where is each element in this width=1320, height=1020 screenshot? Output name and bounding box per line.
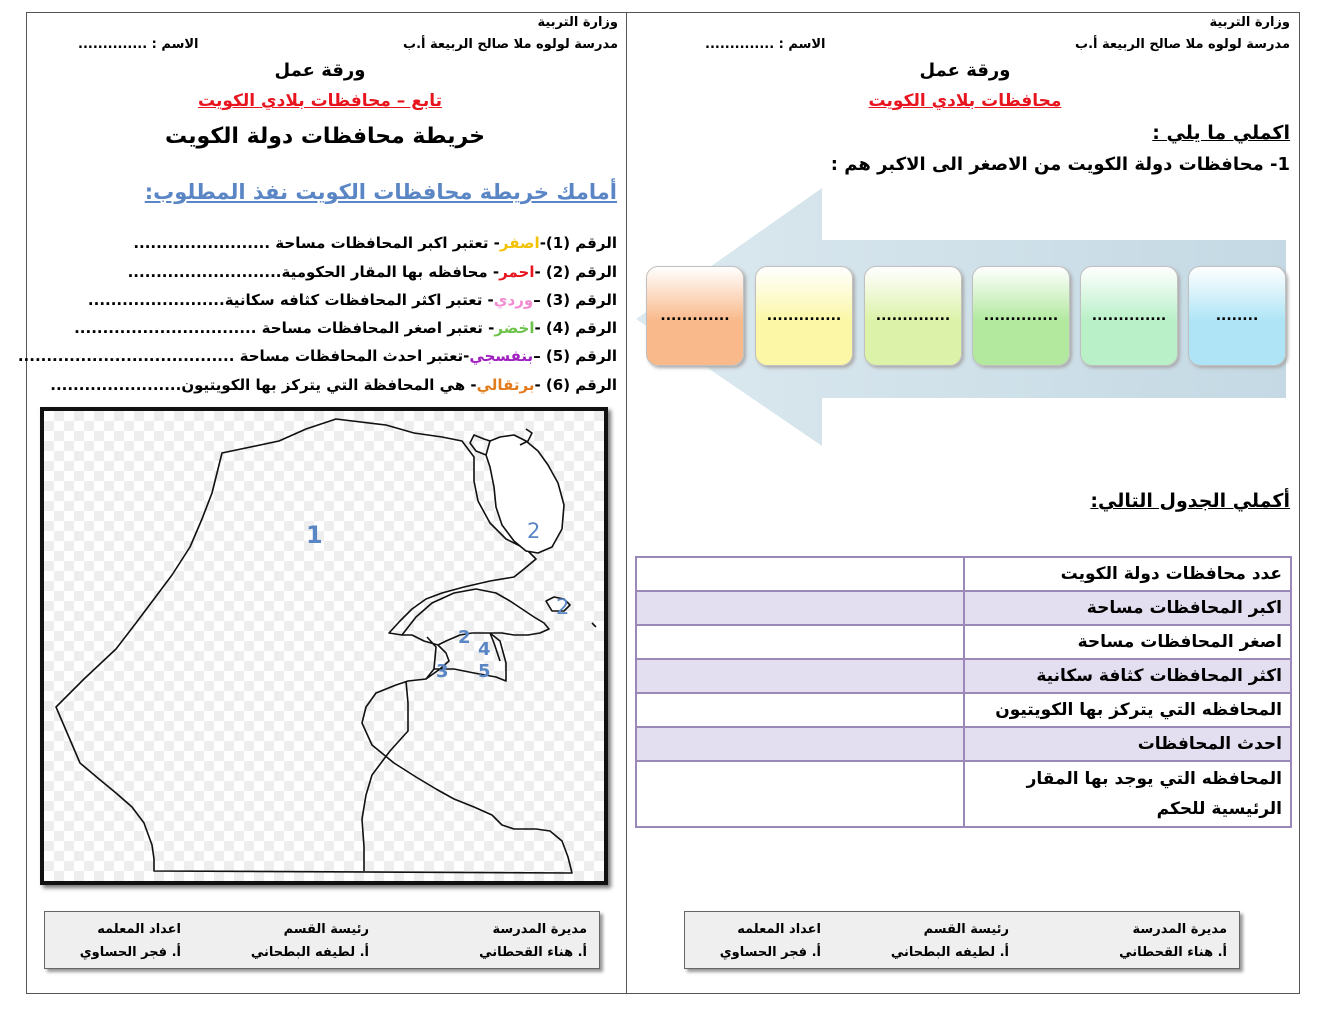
answer-cell[interactable] <box>636 659 964 693</box>
map-label-1: 1 <box>306 521 323 549</box>
info-table <box>635 556 1292 828</box>
left-name-label: الاسم : .............. <box>78 37 199 52</box>
instruction-line-1 <box>133 234 617 252</box>
map-label-2-capital: 2 <box>458 627 471 648</box>
answer-blank[interactable]: ................................ <box>74 319 257 337</box>
order-box-2[interactable]: .............. <box>1080 266 1178 366</box>
answer-blank[interactable]: ........................ <box>133 234 271 252</box>
teacher-block <box>720 918 821 964</box>
question-cell: اكبر المحافظات مساحة <box>964 591 1291 625</box>
line-prefix: الرقم (5) – <box>533 347 617 365</box>
map-label-2-failaka: 2 <box>556 595 570 619</box>
answer-cell[interactable] <box>636 761 964 827</box>
table-row <box>636 557 1291 591</box>
question-cell: احدث المحافظات <box>964 727 1291 761</box>
instruction-line-5 <box>18 347 617 365</box>
left-subtitle: تابع – محافظات بلادي الكويت <box>198 91 442 111</box>
teacher-title: اعداد المعلمه <box>97 922 181 937</box>
map-title: خريطة محافظات دولة الكويت <box>165 124 485 149</box>
table-row <box>636 761 1291 827</box>
answer-blank[interactable]: ........................ <box>87 291 225 309</box>
map-label-3: 3 <box>436 661 449 682</box>
right-school: مدرسة لولوه ملا صالح الربيعة أ.ب <box>1075 37 1290 52</box>
answer-blank[interactable]: ....................... <box>50 376 182 394</box>
answer-blank[interactable]: ........................... <box>127 263 282 281</box>
instruction-line-4 <box>74 319 617 337</box>
question-1: 1- محافظات دولة الكويت من الاصغر الى الاكبر هم : <box>830 154 1290 175</box>
table-row <box>636 659 1291 693</box>
left-school: مدرسة لولوه ملا صالح الربيعة أ.ب <box>403 37 618 52</box>
order-box-4[interactable]: .............. <box>864 266 962 366</box>
teacher-block <box>80 918 181 964</box>
color-word: برتقالي <box>476 376 535 394</box>
right-subtitle: محافظات بلادي الكويت <box>868 91 1062 111</box>
color-word: احمر <box>499 263 535 281</box>
principal-block <box>1119 918 1227 964</box>
head-block <box>251 918 369 964</box>
color-word: وردي <box>493 291 534 309</box>
map-instruction: أمامك خريطة محافظات الكويت نفذ المطلوب: <box>144 180 617 204</box>
answer-blank[interactable]: ...................................... <box>17 347 235 365</box>
instruction-line-3 <box>88 291 617 309</box>
instruction-line-2 <box>128 263 617 281</box>
line-prefix: الرقم (1)- <box>539 234 617 252</box>
head-name: أ. لطيفه البطحاني <box>250 945 369 960</box>
teacher-name: أ. فجر الحساوي <box>79 945 181 960</box>
table-row <box>636 591 1291 625</box>
order-box-1[interactable]: ........ <box>1188 266 1286 366</box>
line-prefix: الرقم (2) - <box>534 263 617 281</box>
table-row <box>636 727 1291 761</box>
right-instruction: اكملي ما يلي : <box>1152 122 1290 144</box>
question-cell: المحافظه التي يوجد بها المقار الرئيسية للحكم <box>964 761 1291 827</box>
answer-cell[interactable] <box>636 693 964 727</box>
table-row <box>636 625 1291 659</box>
teacher-name: أ. فجر الحساوي <box>719 945 821 960</box>
question-cell: المحافظه التي يتركز بها الكويتيون <box>964 693 1291 727</box>
line-text: - محافظه بها المقار الحكومية <box>281 263 500 281</box>
head-title: رئيسة القسم <box>283 922 369 937</box>
head-name: أ. لطيفه البطحاني <box>890 945 1009 960</box>
teacher-title: اعداد المعلمه <box>737 922 821 937</box>
answer-cell[interactable] <box>636 727 964 761</box>
answer-cell[interactable] <box>636 557 964 591</box>
question-cell: عدد محافظات دولة الكويت <box>964 557 1291 591</box>
question-cell: اصغر المحافظات مساحة <box>964 625 1291 659</box>
left-ministry: وزارة التربية <box>537 15 618 30</box>
principal-title: مديرة المدرسة <box>1132 922 1227 937</box>
right-footer <box>684 911 1240 969</box>
line-text: -تعتبر احدث المحافظات مساحة <box>234 347 470 365</box>
table-title: أكملي الجدول التالي: <box>1090 490 1290 512</box>
color-word: اصفر <box>499 234 540 252</box>
principal-block <box>479 918 587 964</box>
line-text: - تعتبر اصغر المحافظات مساحة <box>256 319 495 337</box>
right-worksheet-title: ورقة عمل <box>919 60 1011 81</box>
page-divider <box>626 12 627 994</box>
color-word: بنفسجي <box>469 347 534 365</box>
answer-cell[interactable] <box>636 591 964 625</box>
answer-cell[interactable] <box>636 625 964 659</box>
head-title: رئيسة القسم <box>923 922 1009 937</box>
order-box-5[interactable]: .............. <box>755 266 853 366</box>
kuwait-map-outline <box>44 411 604 881</box>
line-prefix: الرقم (4) - <box>534 319 617 337</box>
line-text: - هي المحافظة التي يتركز بها الكويتيون <box>181 376 477 394</box>
order-box-3[interactable]: .............. <box>972 266 1070 366</box>
principal-name: أ. هناء القحطاني <box>1119 945 1227 960</box>
line-prefix: الرقم (6) - <box>534 376 617 394</box>
map-label-5: 5 <box>478 661 491 682</box>
color-word: اخضر <box>494 319 535 337</box>
line-prefix: الرقم (3) – <box>533 291 617 309</box>
right-ministry: وزارة التربية <box>1209 15 1290 30</box>
kuwait-map <box>40 407 608 885</box>
principal-name: أ. هناء القحطاني <box>479 945 587 960</box>
order-box-6[interactable]: ............. <box>646 266 744 366</box>
map-label-4: 4 <box>478 639 491 660</box>
question-cell: اكثر المحافظات كثافة سكانية <box>964 659 1291 693</box>
left-worksheet-title: ورقة عمل <box>274 60 366 81</box>
head-block <box>891 918 1009 964</box>
right-name-label: الاسم : .............. <box>705 37 826 52</box>
left-footer <box>44 911 600 969</box>
instruction-line-6 <box>50 376 617 394</box>
line-text: - تعتبر اكبر المحافظات مساحة <box>270 234 500 252</box>
table-row <box>636 693 1291 727</box>
line-text: - تعتبر اكثر المحافظات كثافه سكانية <box>224 291 494 309</box>
map-label-2-bubiyan: 2 <box>527 519 541 543</box>
principal-title: مديرة المدرسة <box>492 922 587 937</box>
